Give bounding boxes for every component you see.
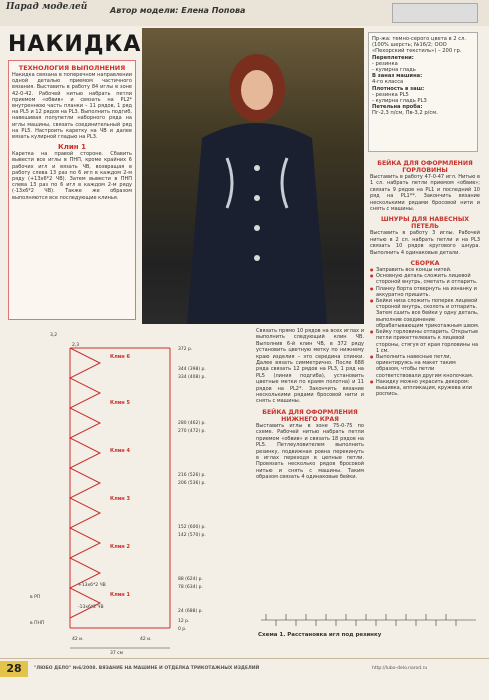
materials-line: Переплетени:: [372, 54, 414, 61]
row-label: 206 (536) р.: [178, 481, 206, 486]
assembly-heading: СБОРКА: [410, 260, 440, 268]
scale-label: 3,2: [50, 333, 58, 338]
beika-bottom-text: Выставить иглы в зоне 75-0-75 по схеме. Рабочей нитью набрать петли приемом «обвив» и связать 18 рядов на PL5. Петлеуловителем выполнить резинку, подвижная ровна перекинуть в иглах переходя в цепные петли. Провязать несколько рядов бросовой нитью и снять с машины. Таким образом связать 4 одинаковые бейки.: [256, 422, 364, 481]
klin-heading: Клин 1: [58, 143, 86, 152]
materials-line: - кулирна гладь PL3: [372, 98, 427, 105]
materials-line: - кулирна гладь: [372, 67, 416, 74]
footer-divider: [0, 658, 489, 659]
beika-neck-text: Выставить в работу 47-0-47 игл. Нитью в 1 сл. набрать петли приемом «обвив»; связать 9 рядов на PL1 и последний 10 ряд на PL1**. Закончить вязание несколькими рядами бросовой нити и снять с машины.: [370, 174, 480, 213]
beika-neck-heading: БЕЙКА ДЛЯ ОФОРМЛЕНИЯ ГОРЛОВИНЫ: [377, 160, 473, 174]
row-label: 216 (526) р.: [178, 473, 206, 478]
materials-line: Пр-жа: темно-серого цвета в 2 сл. (100% шерсть; №16/2; ООО «Пехорский текстиль») – 200 гр.: [372, 36, 467, 55]
edge-label: 42 и.: [140, 637, 152, 642]
materials-line: 4-го класса: [372, 79, 404, 86]
materials-line: В заназ машина:: [372, 73, 423, 80]
klin-label: Клин 2: [110, 544, 130, 550]
width-label: 37 см: [110, 651, 124, 656]
technology-text: Накидка связана в поперечном направлении одной деталью приемом частичного вязания. Выставить в работу 84 иглы в зоне 42-0-42. Рабочей нитью набрать петли приемом «обвив» и связать на PL2* внутреннюю часть планки – 11 рядов, 1 ряд на PL5 и 12 рядов на PL3. Выполнить подгиб, навешивая полупетли наборного ряда на иглы машины, связать соединительный ряд на PL5. Настроить каретку на ЧВ и далее вязать кулирной гладью на PL3.: [12, 72, 132, 141]
middle-column: [256, 328, 364, 481]
klin-label: Клин 5: [110, 400, 130, 406]
row-label: 280 (462) р.: [178, 421, 206, 426]
section-title: Парад моделей: [6, 2, 88, 12]
materials-line: - резинка PL5: [372, 91, 409, 98]
continuation-text: Связать прямо 10 рядов на всех иглах и выполнить следующий клин ЧВ. Выполнив 6-й клин ЧВ, в 372 ряду установить цветную метку по нижнему краю изделия – это середина спинки. Далее вязать симметрично. После 688 ряда связать 12 рядов на PL3, 1 ряд на PL5 (линия подгиба), установить цветные метки по краям полотна) и 11 рядов на PL2*. Закончить вязание несколькими рядами бросовой нити и снять с машины.: [256, 328, 364, 405]
row-label: 24 (688) р.: [178, 609, 203, 614]
list-item: ● Бейки низа сложить поперек лицевой стороной внутрь, сколоть и отпарить. Затем сшить все бейки у одну деталь, выполнив соединение обрабатывающим трикотажным швом.: [376, 298, 480, 329]
footer-journal: "ЛЮБО ДЕЛО" №6/2008. ВЯЗАНИЕ НА МАШИНЕ И ОТДЕЛКА ТРИКОТАЖНЫХ ИЗДЕЛИЙ: [34, 666, 260, 671]
row-label: 334 (408) р.: [178, 375, 206, 380]
right-column: [370, 160, 480, 397]
row-label: 78 (634) р.: [178, 585, 203, 590]
page-title: НАКИДКА: [8, 32, 142, 57]
journal-logo: [392, 3, 478, 23]
schema-caption: Схема 1. Расстановка игл под резинку: [258, 632, 382, 638]
row-label: 12 р.: [178, 619, 190, 624]
shaping-label: -13х6*2 ЧВ: [78, 605, 104, 610]
list-item: ● Планку борта отвернуть на изнанку и аккуратно пришить.: [376, 286, 480, 298]
model-figure: [182, 48, 332, 324]
shaping-label: +13х6*2 ЧВ: [78, 583, 106, 588]
edge-label: 42 и.: [72, 637, 84, 642]
cords-heading: ШНУРЫ ДЛЯ НАВЕСНЫХ ПЕТЕЛЬ: [380, 216, 470, 231]
row-label: 270 (472) р.: [178, 429, 206, 434]
materials-panel: [368, 32, 478, 152]
page-number: 28: [0, 661, 28, 677]
zone-label: в РП: [30, 595, 41, 600]
list-item: ● Бейку горловины отпарить. Открытые петли прикеттелевать к лицевой стороны, стягуя от края горловины на 1 см.: [376, 329, 480, 354]
materials-line: Петельна проба:: [372, 104, 423, 111]
cords-text: Выставить в работу 3 иглы. Рабочей нитью в 2 сл. набрать петли и на PL3 связать 10 рядов кругового шнура. Выполнить 4 одинаковые детали.: [370, 230, 480, 256]
row-label: 88 (624) р.: [178, 577, 203, 582]
materials-line: Пг-2,3 п/см, Пв-3,2 р/см.: [372, 110, 438, 117]
klin-label: Клин 6: [110, 354, 130, 360]
model-photo: [142, 28, 364, 324]
materials-line: Плотность в заш:: [372, 85, 425, 92]
row-label: 0 р.: [178, 627, 187, 632]
materials-line: - резинка: [372, 60, 398, 67]
list-item: ● Выполнить навесные петли, ориентируясь на макет таким образом, чтобы петли соответствовали другим кнопочкам.: [376, 354, 480, 379]
klin-text: Каретка на правой стороне. Сбавить вывести все иглы в ПНП, кроме крайних 6 рабочих игл и вязать ЧВ, возвращая в работу слева 13 раз по 6 игл в каждом 2-м ряду (+13х6*2 ЧВ). Затем вывести в ПНП слева 13 раз по 6 игл в каждом 2-м ряду (-13х6*2 ЧВ). Также же образом выполняются все последующие клинья.: [12, 151, 132, 201]
technology-box: [8, 60, 136, 320]
klin-label: Клин 4: [110, 448, 130, 454]
list-item: ● Основную деталь сложить лицевой стороной внутрь, сметать и отпарить.: [376, 273, 480, 285]
row-label: 152 (600) р.: [178, 525, 206, 530]
row-label: 372 р.: [178, 347, 193, 352]
list-item: ● Заправить все концы нитей.: [376, 267, 480, 273]
zone-label: в ПНП: [30, 621, 45, 626]
scale-label: 2,3: [72, 343, 80, 348]
list-item: ● Накидку можно украсить декором: вышивка, аппликация, кружева или роспись.: [376, 379, 480, 398]
author-line: Автор модели: Елена Попова: [110, 6, 246, 15]
beika-bottom-heading: БЕЙКА ДЛЯ ОФОРМЛЕНИЯ НИЖНЕГО КРАЯ: [262, 408, 358, 423]
klin-label: Клин 3: [110, 496, 130, 502]
footer-url: http://lubo-delo.narod.ru: [372, 666, 428, 671]
pattern-diagram: [10, 328, 250, 660]
row-label: 344 (398) р.: [178, 367, 206, 372]
klin-label: Клин 1: [110, 592, 130, 598]
row-label: 142 (570) р.: [178, 533, 206, 538]
assembly-list: [370, 267, 480, 397]
technology-heading: ТЕХНОЛОГИЯ ВЫПОЛНЕНИЯ: [18, 64, 126, 72]
